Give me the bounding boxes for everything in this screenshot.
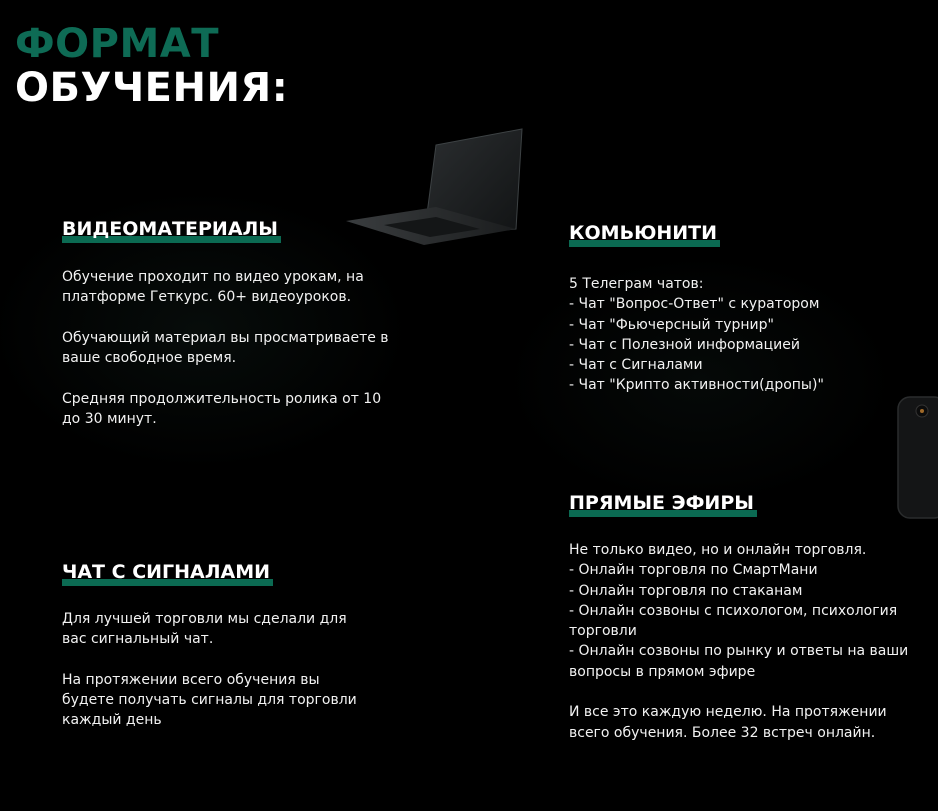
section-heading-community: КОМЬЮНИТИ [569, 221, 720, 247]
phone-icon [890, 395, 938, 520]
section-text-live: Не только видео, но и онлайн торговля. - Онлайн торговля по СмартМани - Онлайн торговля по стаканам - Онлайн созвоны с психологом, психология торговли - Онлайн созвоны по рынку и ответы на ваши вопросы в прямом эфире И все это каждую неделю. На протяжении всего обучения. Более 32 встреч онлайн. [569, 542, 909, 741]
page-title [15, 22, 288, 110]
section-heading-live: ПРЯМЫЕ ЭФИРЫ [569, 491, 757, 517]
section-text-signals: Для лучшей торговли мы сделали для вас сигнальный чат. На протяжении всего обучения вы будете получать сигналы для торговли каждый день [62, 611, 357, 729]
section-heading-signals: ЧАТ С СИГНАЛАМИ [62, 560, 273, 586]
section-text-video: Обучение проходит по видео урокам, на платформе Геткурс. 60+ видеоуроков. Обучающий материал вы просматриваете в ваше свободное время. Средняя продолжительность ролика от 10 до 30 минут. [62, 269, 389, 428]
section-text-community: 5 Телеграм чатов: - Чат "Вопрос-Ответ" с куратором - Чат "Фьючерсный турнир" - Чат с Полезной информацией - Чат с Сигналами - Чат "Крипто активности(дропы)" [569, 276, 824, 394]
laptop-icon [340, 125, 530, 245]
section-heading-video: ВИДЕОМАТЕРИАЛЫ [62, 217, 281, 243]
title-line-main: ОБУЧЕНИЯ: [15, 65, 289, 111]
title-line-accent: ФОРМАТ [15, 21, 220, 67]
